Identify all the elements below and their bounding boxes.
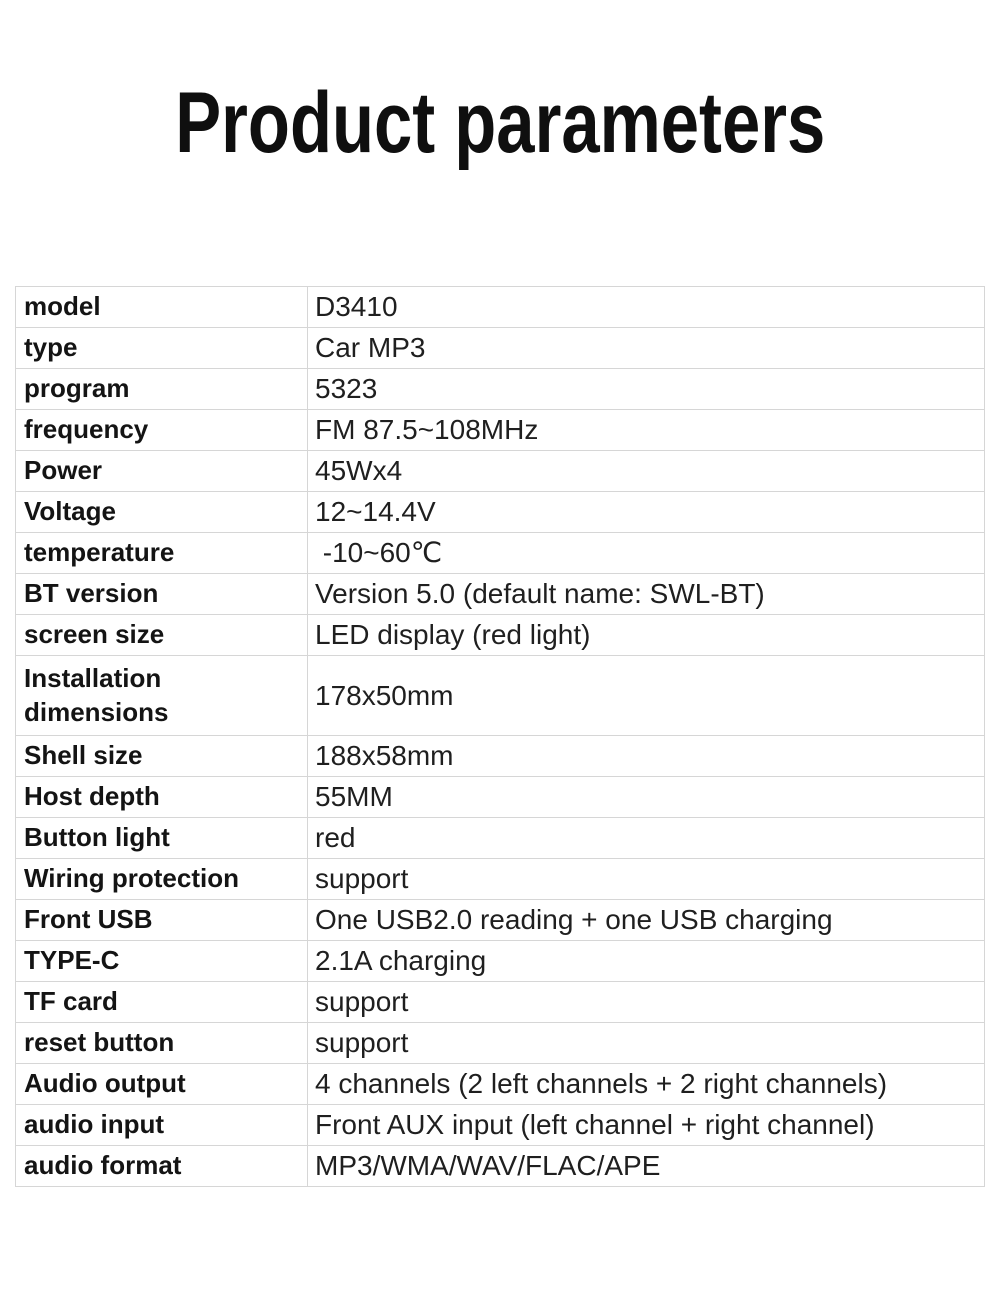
spec-value: LED display (red light) (308, 615, 985, 656)
spec-label: Button light (16, 818, 308, 859)
spec-value: D3410 (308, 287, 985, 328)
spec-table-body (16, 287, 985, 1187)
spec-label: audio format (16, 1146, 308, 1187)
spec-value: 55MM (308, 777, 985, 818)
table-row (16, 656, 985, 736)
table-row (16, 615, 985, 656)
table-row (16, 859, 985, 900)
spec-table (15, 286, 985, 1187)
spec-label: Power (16, 451, 308, 492)
spec-value: 12~14.4V (308, 492, 985, 533)
table-row (16, 736, 985, 777)
page-title: Product parameters (174, 75, 825, 171)
spec-label: type (16, 328, 308, 369)
spec-value: support (308, 859, 985, 900)
spec-label: Installation dimensions (16, 656, 308, 736)
table-row (16, 328, 985, 369)
spec-label: TF card (16, 982, 308, 1023)
spec-value: 5323 (308, 369, 985, 410)
spec-value: red (308, 818, 985, 859)
spec-label: Wiring protection (16, 859, 308, 900)
spec-value: 4 channels (2 left channels + 2 right channels) (308, 1064, 985, 1105)
spec-value: -10~60℃ (308, 533, 985, 574)
spec-value: 178x50mm (308, 656, 985, 736)
spec-label: screen size (16, 615, 308, 656)
table-row (16, 818, 985, 859)
spec-label: frequency (16, 410, 308, 451)
spec-value: MP3/WMA/WAV/FLAC/APE (308, 1146, 985, 1187)
spec-label: program (16, 369, 308, 410)
spec-label: Front USB (16, 900, 308, 941)
table-row (16, 574, 985, 615)
table-row (16, 1146, 985, 1187)
table-row (16, 1105, 985, 1146)
spec-label: audio input (16, 1105, 308, 1146)
spec-label: Host depth (16, 777, 308, 818)
page-title-wrap (0, 75, 1000, 171)
spec-value: Front AUX input (left channel + right channel) (308, 1105, 985, 1146)
spec-value: support (308, 982, 985, 1023)
table-row (16, 287, 985, 328)
table-row (16, 533, 985, 574)
table-row (16, 1023, 985, 1064)
spec-label: reset button (16, 1023, 308, 1064)
table-row (16, 451, 985, 492)
spec-value: 2.1A charging (308, 941, 985, 982)
spec-value: 45Wx4 (308, 451, 985, 492)
spec-label: BT version (16, 574, 308, 615)
table-row (16, 369, 985, 410)
table-row (16, 410, 985, 451)
table-row (16, 777, 985, 818)
table-row (16, 900, 985, 941)
spec-label: Audio output (16, 1064, 308, 1105)
table-row (16, 492, 985, 533)
spec-value: Version 5.0 (default name: SWL-BT) (308, 574, 985, 615)
table-row (16, 941, 985, 982)
spec-label: Shell size (16, 736, 308, 777)
spec-value: 188x58mm (308, 736, 985, 777)
spec-label: model (16, 287, 308, 328)
spec-label: temperature (16, 533, 308, 574)
spec-value: FM 87.5~108MHz (308, 410, 985, 451)
spec-value: support (308, 1023, 985, 1064)
table-row (16, 982, 985, 1023)
table-row (16, 1064, 985, 1105)
spec-label: Voltage (16, 492, 308, 533)
spec-value: Car MP3 (308, 328, 985, 369)
spec-label: TYPE-C (16, 941, 308, 982)
spec-value: One USB2.0 reading + one USB charging (308, 900, 985, 941)
